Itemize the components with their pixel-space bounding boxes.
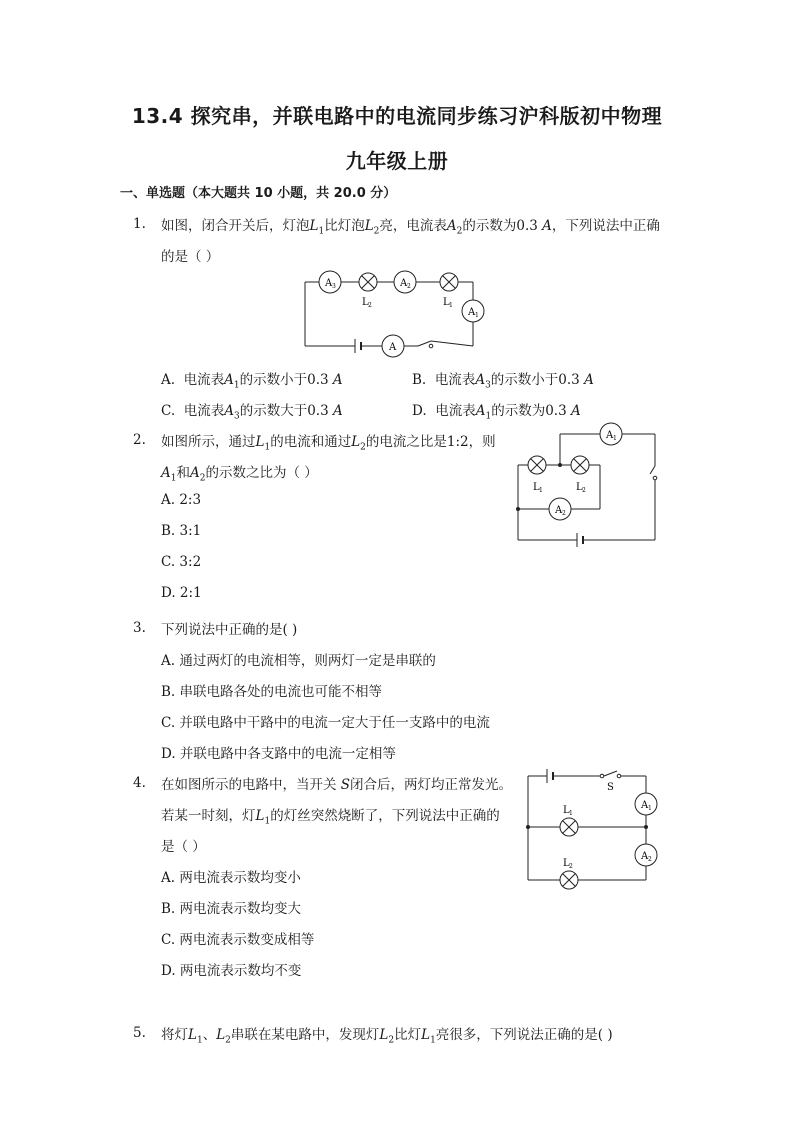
svg-text:L: L xyxy=(563,805,570,816)
option-c[interactable]: C. 电流表$A_3$的示数大于0.3 A xyxy=(161,403,343,422)
option-d[interactable]: D. 电流表$A_1$的示数为0.3 A xyxy=(412,403,581,422)
junction-dot xyxy=(644,825,648,829)
ammeter-a xyxy=(382,335,404,357)
switch-contact xyxy=(600,774,604,778)
svg-text:2: 2 xyxy=(569,863,573,870)
question-text-line2: 的是（ ） xyxy=(161,249,220,265)
ammeter-a2 xyxy=(635,844,657,866)
option-a[interactable]: A. 通过两灯的电流相等，则两灯一定是串联的 xyxy=(161,653,436,669)
ammeter-a2 xyxy=(549,498,571,520)
ammeter-a1 xyxy=(635,793,657,815)
lamp-l2 xyxy=(359,273,377,309)
svg-text:A: A xyxy=(468,307,476,318)
svg-text:3: 3 xyxy=(332,283,336,290)
question-text: 将灯$L_1$、$L_2$串联在某电路中，发现灯$L_2$比灯$L_1$亮很多，下列说法正确的是( ) xyxy=(161,1027,613,1046)
svg-text:A: A xyxy=(641,851,649,862)
switch-contact xyxy=(653,476,657,480)
option-d[interactable]: D. 2:1 xyxy=(161,585,202,601)
question-text-line1: 如图，闭合开关后，灯泡$L_1$比灯泡$L_2$亮，电流表$A_2$的示数为0.3 A，下列说法中正确 xyxy=(161,218,660,237)
switch-contact xyxy=(429,344,433,348)
ammeter-a2 xyxy=(394,271,416,293)
svg-text:2: 2 xyxy=(407,283,411,290)
svg-text:2: 2 xyxy=(648,856,652,863)
question-text-line1: 在如图所示的电路中，当开关 S闭合后，两灯均正常发光。 xyxy=(161,777,513,793)
svg-text:L: L xyxy=(576,482,583,493)
svg-text:1: 1 xyxy=(613,435,617,442)
svg-text:A: A xyxy=(325,278,333,289)
ammeter-a3 xyxy=(319,271,341,293)
switch-label: S xyxy=(607,782,614,793)
svg-text:A: A xyxy=(606,430,614,441)
svg-text:L: L xyxy=(533,482,540,493)
svg-text:1: 1 xyxy=(475,312,479,319)
page-title-line1: 13.4 探究串，并联电路中的电流同步练习沪科版初中物理 xyxy=(131,104,663,128)
page-title-line2: 九年级上册 xyxy=(345,149,449,173)
circuit-diagram-2 xyxy=(512,422,662,550)
circuit-diagram-1 xyxy=(300,268,495,358)
lamp-l1 xyxy=(440,273,458,309)
svg-text:A: A xyxy=(555,505,563,516)
option-a[interactable]: A. 电流表$A_1$的示数小于0.3 A xyxy=(161,372,343,391)
option-b[interactable]: B. 电流表$A_3$的示数小于0.3 A xyxy=(412,372,594,391)
junction-dot xyxy=(516,507,520,511)
svg-text:A: A xyxy=(389,342,397,353)
circuit-diagram-4 xyxy=(522,768,662,888)
ammeter-a1 xyxy=(600,423,622,445)
lamp-l1 xyxy=(560,805,578,836)
option-b[interactable]: B. 两电流表示数均变大 xyxy=(161,901,302,917)
svg-text:1: 1 xyxy=(569,810,573,817)
lamp-l2 xyxy=(571,456,589,494)
svg-text:2: 2 xyxy=(582,487,586,494)
svg-text:L: L xyxy=(563,858,570,869)
lamp-l2 xyxy=(560,858,578,889)
option-a[interactable]: A. 两电流表示数均变小 xyxy=(161,870,301,886)
option-d[interactable]: D. 两电流表示数均不变 xyxy=(161,963,302,979)
option-c[interactable]: C. 并联电路中干路中的电流一定大于任一支路中的电流 xyxy=(161,715,490,731)
question-number: 5. xyxy=(133,1025,146,1041)
section-heading: 一、单选题（本大题共 10 小题，共 20.0 分） xyxy=(120,186,397,201)
question-text-line1: 如图所示，通过$L_1$的电流和通过$L_2$的电流之比是1:2，则 xyxy=(161,434,496,453)
svg-text:1: 1 xyxy=(648,805,652,812)
svg-text:1: 1 xyxy=(449,302,453,309)
question-text-line2: $A_1$和$A_2$的示数之比为（ ） xyxy=(161,465,318,484)
question-text-line2: 若某一时刻，灯$L_1$的灯丝突然烧断了，下列说法中正确的 xyxy=(161,808,500,827)
question-number: 1. xyxy=(133,216,146,232)
lamp-l1 xyxy=(528,456,546,494)
svg-text:L: L xyxy=(443,297,450,308)
svg-text:L: L xyxy=(362,297,369,308)
question-text: 下列说法中正确的是( ) xyxy=(161,622,298,638)
question-number: 2. xyxy=(133,432,146,448)
option-d[interactable]: D. 并联电路中各支路中的电流一定相等 xyxy=(161,746,396,762)
svg-text:A: A xyxy=(400,278,408,289)
svg-text:1: 1 xyxy=(539,487,543,494)
option-a[interactable]: A. 2:3 xyxy=(161,492,202,508)
junction-dot xyxy=(526,825,530,829)
option-b[interactable]: B. 3:1 xyxy=(161,523,202,539)
question-text-line3: 是（ ） xyxy=(161,839,206,855)
option-c[interactable]: C. 两电流表示数变成相等 xyxy=(161,932,315,948)
svg-text:2: 2 xyxy=(368,302,372,309)
option-c[interactable]: C. 3:2 xyxy=(161,554,202,570)
question-number: 3. xyxy=(133,620,146,636)
ammeter-a1 xyxy=(462,300,484,322)
junction-dot xyxy=(558,463,562,467)
option-b[interactable]: B. 串联电路各处的电流也可能不相等 xyxy=(161,684,383,700)
svg-text:2: 2 xyxy=(562,510,566,517)
switch-contact xyxy=(617,774,621,778)
svg-text:A: A xyxy=(641,800,649,811)
question-number: 4. xyxy=(133,775,146,791)
